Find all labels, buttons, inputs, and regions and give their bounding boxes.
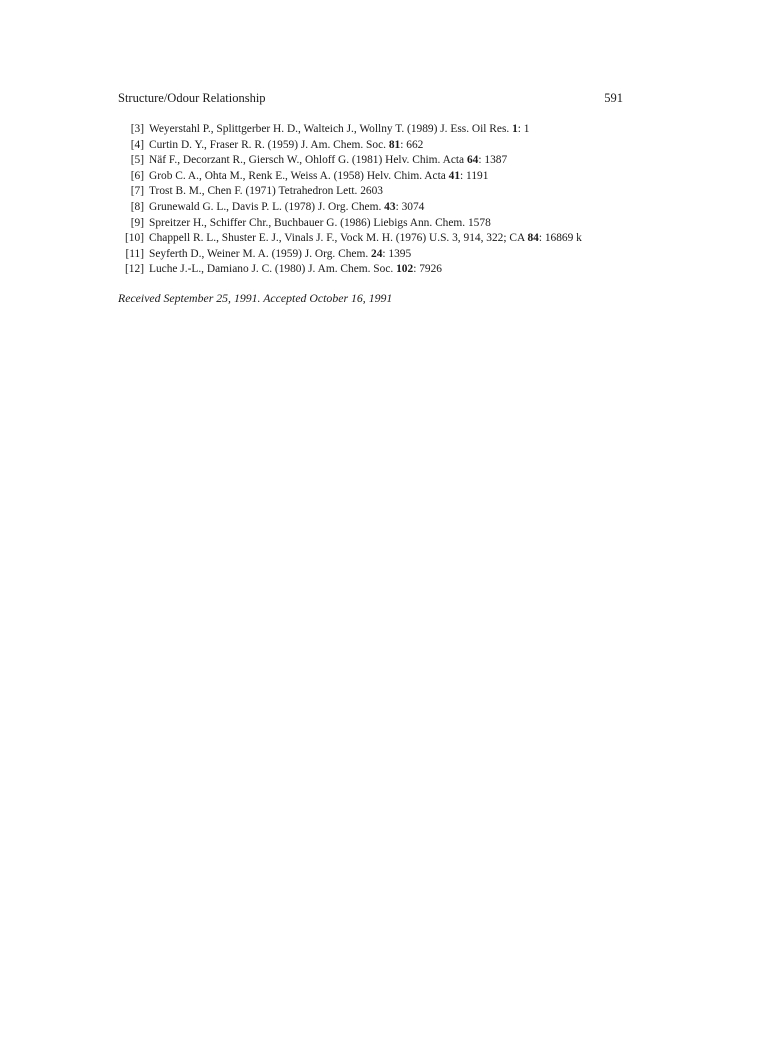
- reference-volume: 43: [384, 200, 396, 213]
- reference-pages: : 1: [517, 123, 530, 135]
- reference-volume: 102: [396, 263, 414, 276]
- reference-pages: : 16869 k: [538, 232, 582, 245]
- reference-volume: 81: [388, 138, 401, 151]
- received-accepted-note: Received September 25, 1991. Accepted October 16, 1991: [118, 291, 393, 305]
- reference-pages: : 1387: [478, 154, 508, 167]
- reference-item: [118, 184, 678, 200]
- reference-text: Luche J.-L., Damiano J. C. (1980) J. Am. Chem. Soc.: [149, 263, 397, 276]
- reference-text: Trost B. M., Chen F. (1971) Tetrahedron Lett. 2603: [149, 185, 384, 198]
- reference-volume: 41: [448, 169, 461, 182]
- reference-text: Curtin D. Y., Fraser R. R. (1959) J. Am. Chem. Soc.: [149, 138, 389, 151]
- reference-pages: : 7926: [413, 263, 442, 276]
- reference-item: [118, 138, 678, 154]
- reference-number: [11]: [125, 247, 144, 260]
- reference-pages: : 662: [400, 138, 424, 151]
- reference-number: [6]: [130, 169, 144, 182]
- reference-item: [118, 169, 678, 185]
- reference-text: Grob C. A., Ohta M., Renk E., Weiss A. (1958) Helv. Chim. Acta: [149, 169, 449, 182]
- reference-number: [10]: [125, 232, 144, 245]
- running-header: [118, 89, 623, 107]
- reference-volume: 24: [371, 247, 383, 260]
- reference-item: [118, 247, 678, 263]
- reference-text: Näf F., Decorzant R., Giersch W., Ohloff G. (1981) Helv. Chim. Acta: [149, 154, 467, 167]
- reference-volume: 84: [527, 232, 539, 245]
- reference-text: Chappell R. L., Shuster E. J., Vinals J. F., Vock M. H. (1976) U.S. 3, 914, 322; CA: [149, 232, 528, 245]
- reference-text: Seyferth D., Weiner M. A. (1959) J. Org. Chem.: [149, 247, 372, 260]
- reference-number: [3]: [130, 123, 144, 135]
- reference-item: [118, 122, 678, 138]
- reference-text: Weyerstahl P., Splittgerber H. D., Walteich J., Wollny T. (1989) J. Ess. Oil Res.: [149, 123, 513, 135]
- reference-volume: 1: [512, 123, 518, 135]
- running-title: Structure/Odour Relationship: [118, 91, 266, 105]
- reference-list: [118, 122, 678, 278]
- reference-number: [5]: [130, 154, 144, 167]
- reference-volume: 64: [466, 154, 479, 167]
- reference-pages: : 3074: [395, 200, 425, 213]
- reference-text: Grunewald G. L., Davis P. L. (1978) J. Org. Chem.: [149, 200, 385, 213]
- reference-number: [12]: [125, 263, 144, 276]
- reference-number: [8]: [130, 200, 144, 213]
- reference-number: [4]: [130, 138, 144, 151]
- reference-item: [118, 216, 678, 232]
- reference-text: Spreitzer H., Schiffer Chr., Buchbauer G. (1986) Liebigs Ann. Chem. 1578: [149, 216, 491, 229]
- page-number: 591: [604, 91, 623, 105]
- reference-pages: : 1191: [460, 169, 489, 182]
- reference-pages: : 1395: [382, 247, 412, 260]
- reference-item: [118, 262, 678, 278]
- reference-item: [118, 200, 678, 216]
- reference-number: [7]: [130, 185, 144, 198]
- reference-item: [118, 231, 678, 247]
- reference-number: [9]: [130, 216, 144, 229]
- reference-item: [118, 153, 678, 169]
